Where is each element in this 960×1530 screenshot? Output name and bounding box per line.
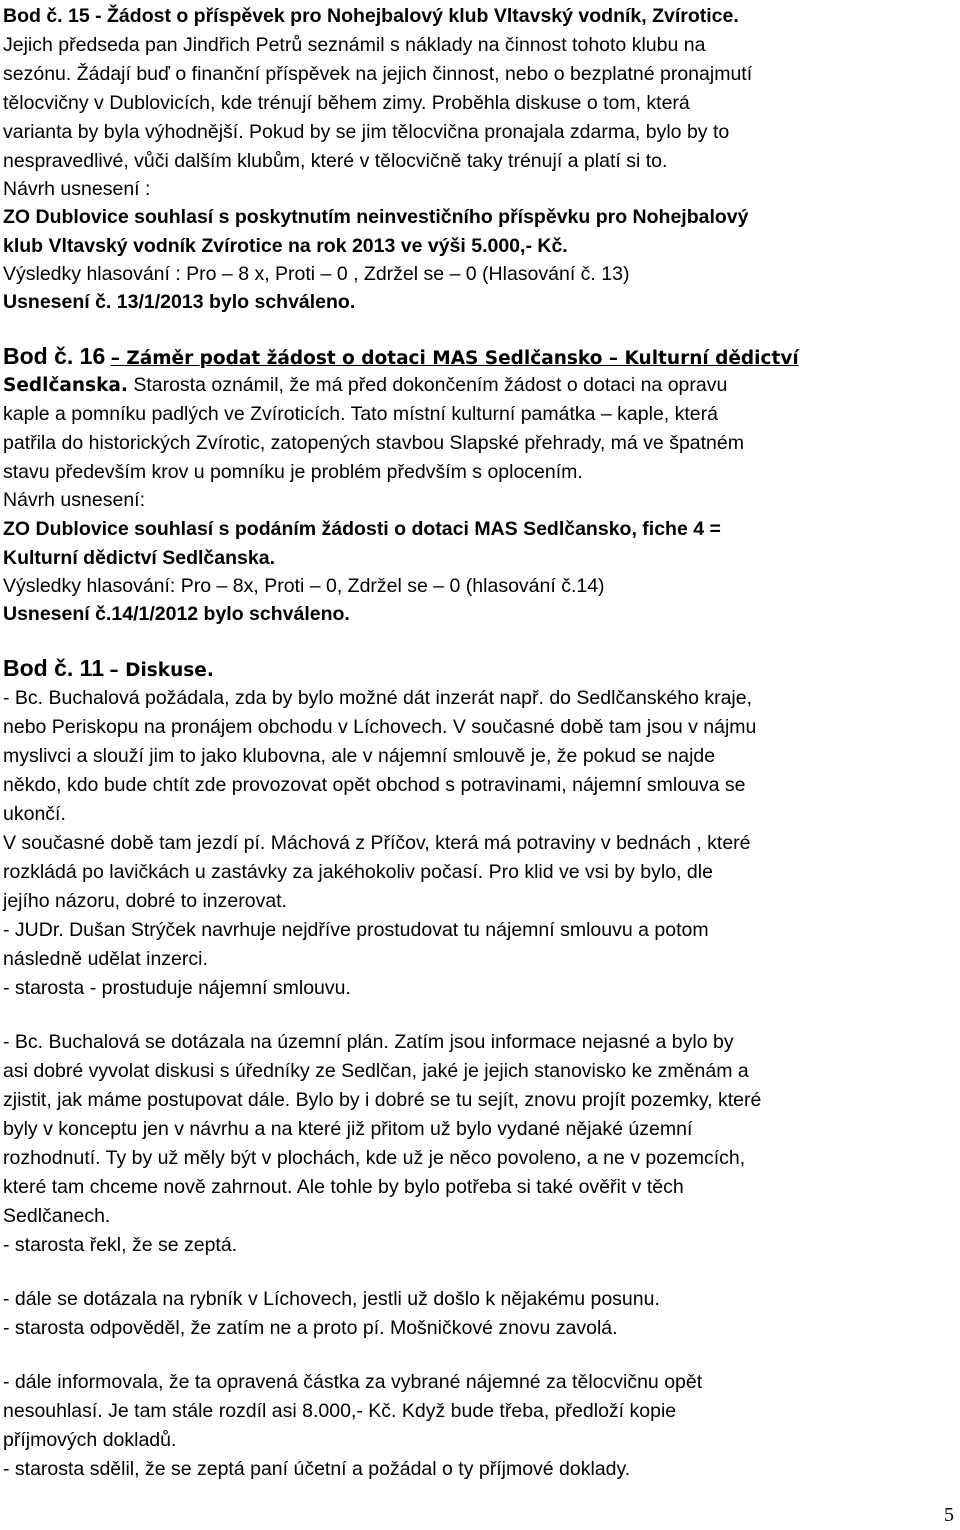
discussion-line: příjmových dokladů. (3, 1429, 177, 1451)
bod16-text-start: Starosta oznámil, že má před dokončením žádost o dotaci na opravu (127, 374, 728, 396)
discussion-line: nesouhlasí. Je tam stále rozdíl asi 8.000,- Kč. Když bude třeba, předloží kopie (3, 1400, 677, 1422)
bod16-vote-result: Výsledky hlasování: Pro – 8x, Proti – 0, Zdržel se – 0 (hlasování č.14) (3, 575, 605, 597)
discussion-line: - JUDr. Dušan Strýček navrhuje nejdříve prostudovat tu nájemní smlouvu a potom (3, 919, 709, 941)
discussion-line: rozhodnutí. Ty by už měly být v plochách, kde už je něco povoleno, a ne v pozemcích, (3, 1147, 746, 1169)
bod15-text-line: varianta by byla výhodnější. Pokud by se jim tělocvična pronajala zdarma, bylo by to (3, 121, 730, 143)
discussion-line: které tam chceme nově zahrnout. Ale tohle by bylo potřeba si také ověřit v těch (3, 1176, 684, 1198)
discussion-line: nebo Periskopu na pronájem obchodu v Líchovech. V současné době tam jsou v nájmu (3, 716, 757, 738)
bod15-text-line: Jejich předseda pan Jindřich Petrů seznámil s náklady na činnost tohoto klubu na (3, 34, 706, 56)
bod16-resolution-line: ZO Dublovice souhlasí s podáním žádosti o dotaci MAS Sedlčansko, fiche 4 = (3, 518, 721, 540)
discussion-line: - dále se dotázala na rybník v Líchovech, jestli už došlo k nějakému posunu. (3, 1288, 660, 1310)
discussion-line: - starosta sdělil, že se zeptá paní účetní a požádal o ty příjmové doklady. (3, 1458, 631, 1480)
bod15-proposal-label: Návrh usnesení : (3, 178, 151, 200)
discussion-line: - starosta odpověděl, že zatím ne a proto pí. Mošničkové znovu zavolá. (3, 1317, 618, 1339)
discussion-line: myslivci a slouží jim to jako klubovna, ale v nájemní smlouvě je, že pokud se najde (3, 745, 716, 767)
discussion-line: následně udělat inzerci. (3, 948, 208, 970)
bod16-title: – Záměr podat žádost o dotaci MAS Sedlčansko – Kulturní dědictví (110, 348, 799, 369)
bod16-title-cont: Sedlčanska. (3, 375, 128, 396)
bod15-approved: Usnesení č. 13/1/2013 bylo schváleno. (3, 291, 356, 313)
bod16-resolution-line: Kulturní dědictví Sedlčanska. (3, 547, 275, 569)
discussion-line: ukončí. (3, 803, 66, 825)
discussion-line: V současné době tam jezdí pí. Máchová z Příčov, která má potraviny v bednách , které (3, 832, 751, 854)
bod15-text-line: nespravedlivé, vůči dalším klubům, které v tělocvičně taky trénují a platí si to. (3, 150, 668, 172)
discussion-line: rozkládá po lavičkách u zastávky za jakéhokoliv počasí. Pro klid ve vsi by bylo, dle (3, 861, 713, 883)
discussion-line: někdo, kdo bude chtít zde provozovat opět obchod s potravinami, nájemní smlouva se (3, 774, 746, 796)
bod16-approved: Usnesení č.14/1/2012 bylo schváleno. (3, 603, 350, 625)
discussion-line: - starosta řekl, že se zeptá. (3, 1234, 238, 1256)
discussion-line: - dále informovala, že ta opravená částka za vybrané nájemné za tělocvičnu opět (3, 1371, 703, 1393)
bod16-label: Bod č. 16 (3, 343, 106, 369)
bod15-text-line: sezónu. Žádají buď o finanční příspěvek na jejich činnost, nebo o bezplatné pronajmutí (3, 63, 753, 85)
discussion-line: Sedlčanech. (3, 1205, 111, 1227)
bod15-heading: Bod č. 15 - Žádost o příspěvek pro Nohejbalový klub Vltavský vodník, Zvírotice. (3, 5, 739, 27)
bod11-heading (3, 654, 214, 686)
discussion-line: - Bc. Buchalová požádala, zda by bylo možné dát inzerát např. do Sedlčanského kraje, (3, 687, 753, 709)
discussion-line: - starosta - prostuduje nájemní smlouvu. (3, 977, 351, 999)
bod11-title: – Diskuse. (109, 660, 214, 681)
bod15-resolution-line: klub Vltavský vodník Zvírotice na rok 2013 ve výši 5.000,- Kč. (3, 235, 568, 257)
bod16-text-line: patřila do historických Zvírotic, zatopených stavbou Slapské přehrady, má ve špatném (3, 432, 744, 454)
bod16-heading-line2 (3, 371, 727, 401)
discussion-line: byly v konceptu jen v návrhu a na které již přitom už bylo vydané nějaké územní (3, 1118, 693, 1140)
discussion-line: jejího názoru, dobré to inzerovat. (3, 890, 288, 912)
bod11-label: Bod č. 11 (3, 655, 104, 681)
bod15-vote-result: Výsledky hlasování : Pro – 8 x, Proti – 0 , Zdržel se – 0 (Hlasování č. 13) (3, 263, 630, 285)
discussion-line: - Bc. Buchalová se dotázala na územní plán. Zatím jsou informace nejasné a bylo by (3, 1031, 734, 1053)
bod15-text-line: tělocvičny v Dublovicích, kde trénují během zimy. Proběhla diskuse o tom, která (3, 92, 690, 114)
bod16-text-line: kaple a pomníku padlých ve Zvíroticích. Tato místní kulturní památka – kaple, která (3, 403, 718, 425)
bod16-text-line: stavu především krov u pomníku je problém předvším s oplocením. (3, 461, 583, 483)
bod15-resolution-line: ZO Dublovice souhlasí s poskytnutím neinvestičního příspěvku pro Nohejbalový (3, 206, 749, 228)
bod16-proposal-label: Návrh usnesení: (3, 489, 145, 511)
discussion-line: asi dobré vyvolat diskusi s úředníky ze Sedlčan, jaké je jejich stanovisko ke změnám a (3, 1060, 749, 1082)
page-number: 5 (944, 1504, 954, 1526)
discussion-line: zjistit, jak máme postupovat dále. Bylo by i dobré se tu sejít, znovu projít pozemky, které (3, 1089, 762, 1111)
bod16-heading (3, 342, 799, 374)
